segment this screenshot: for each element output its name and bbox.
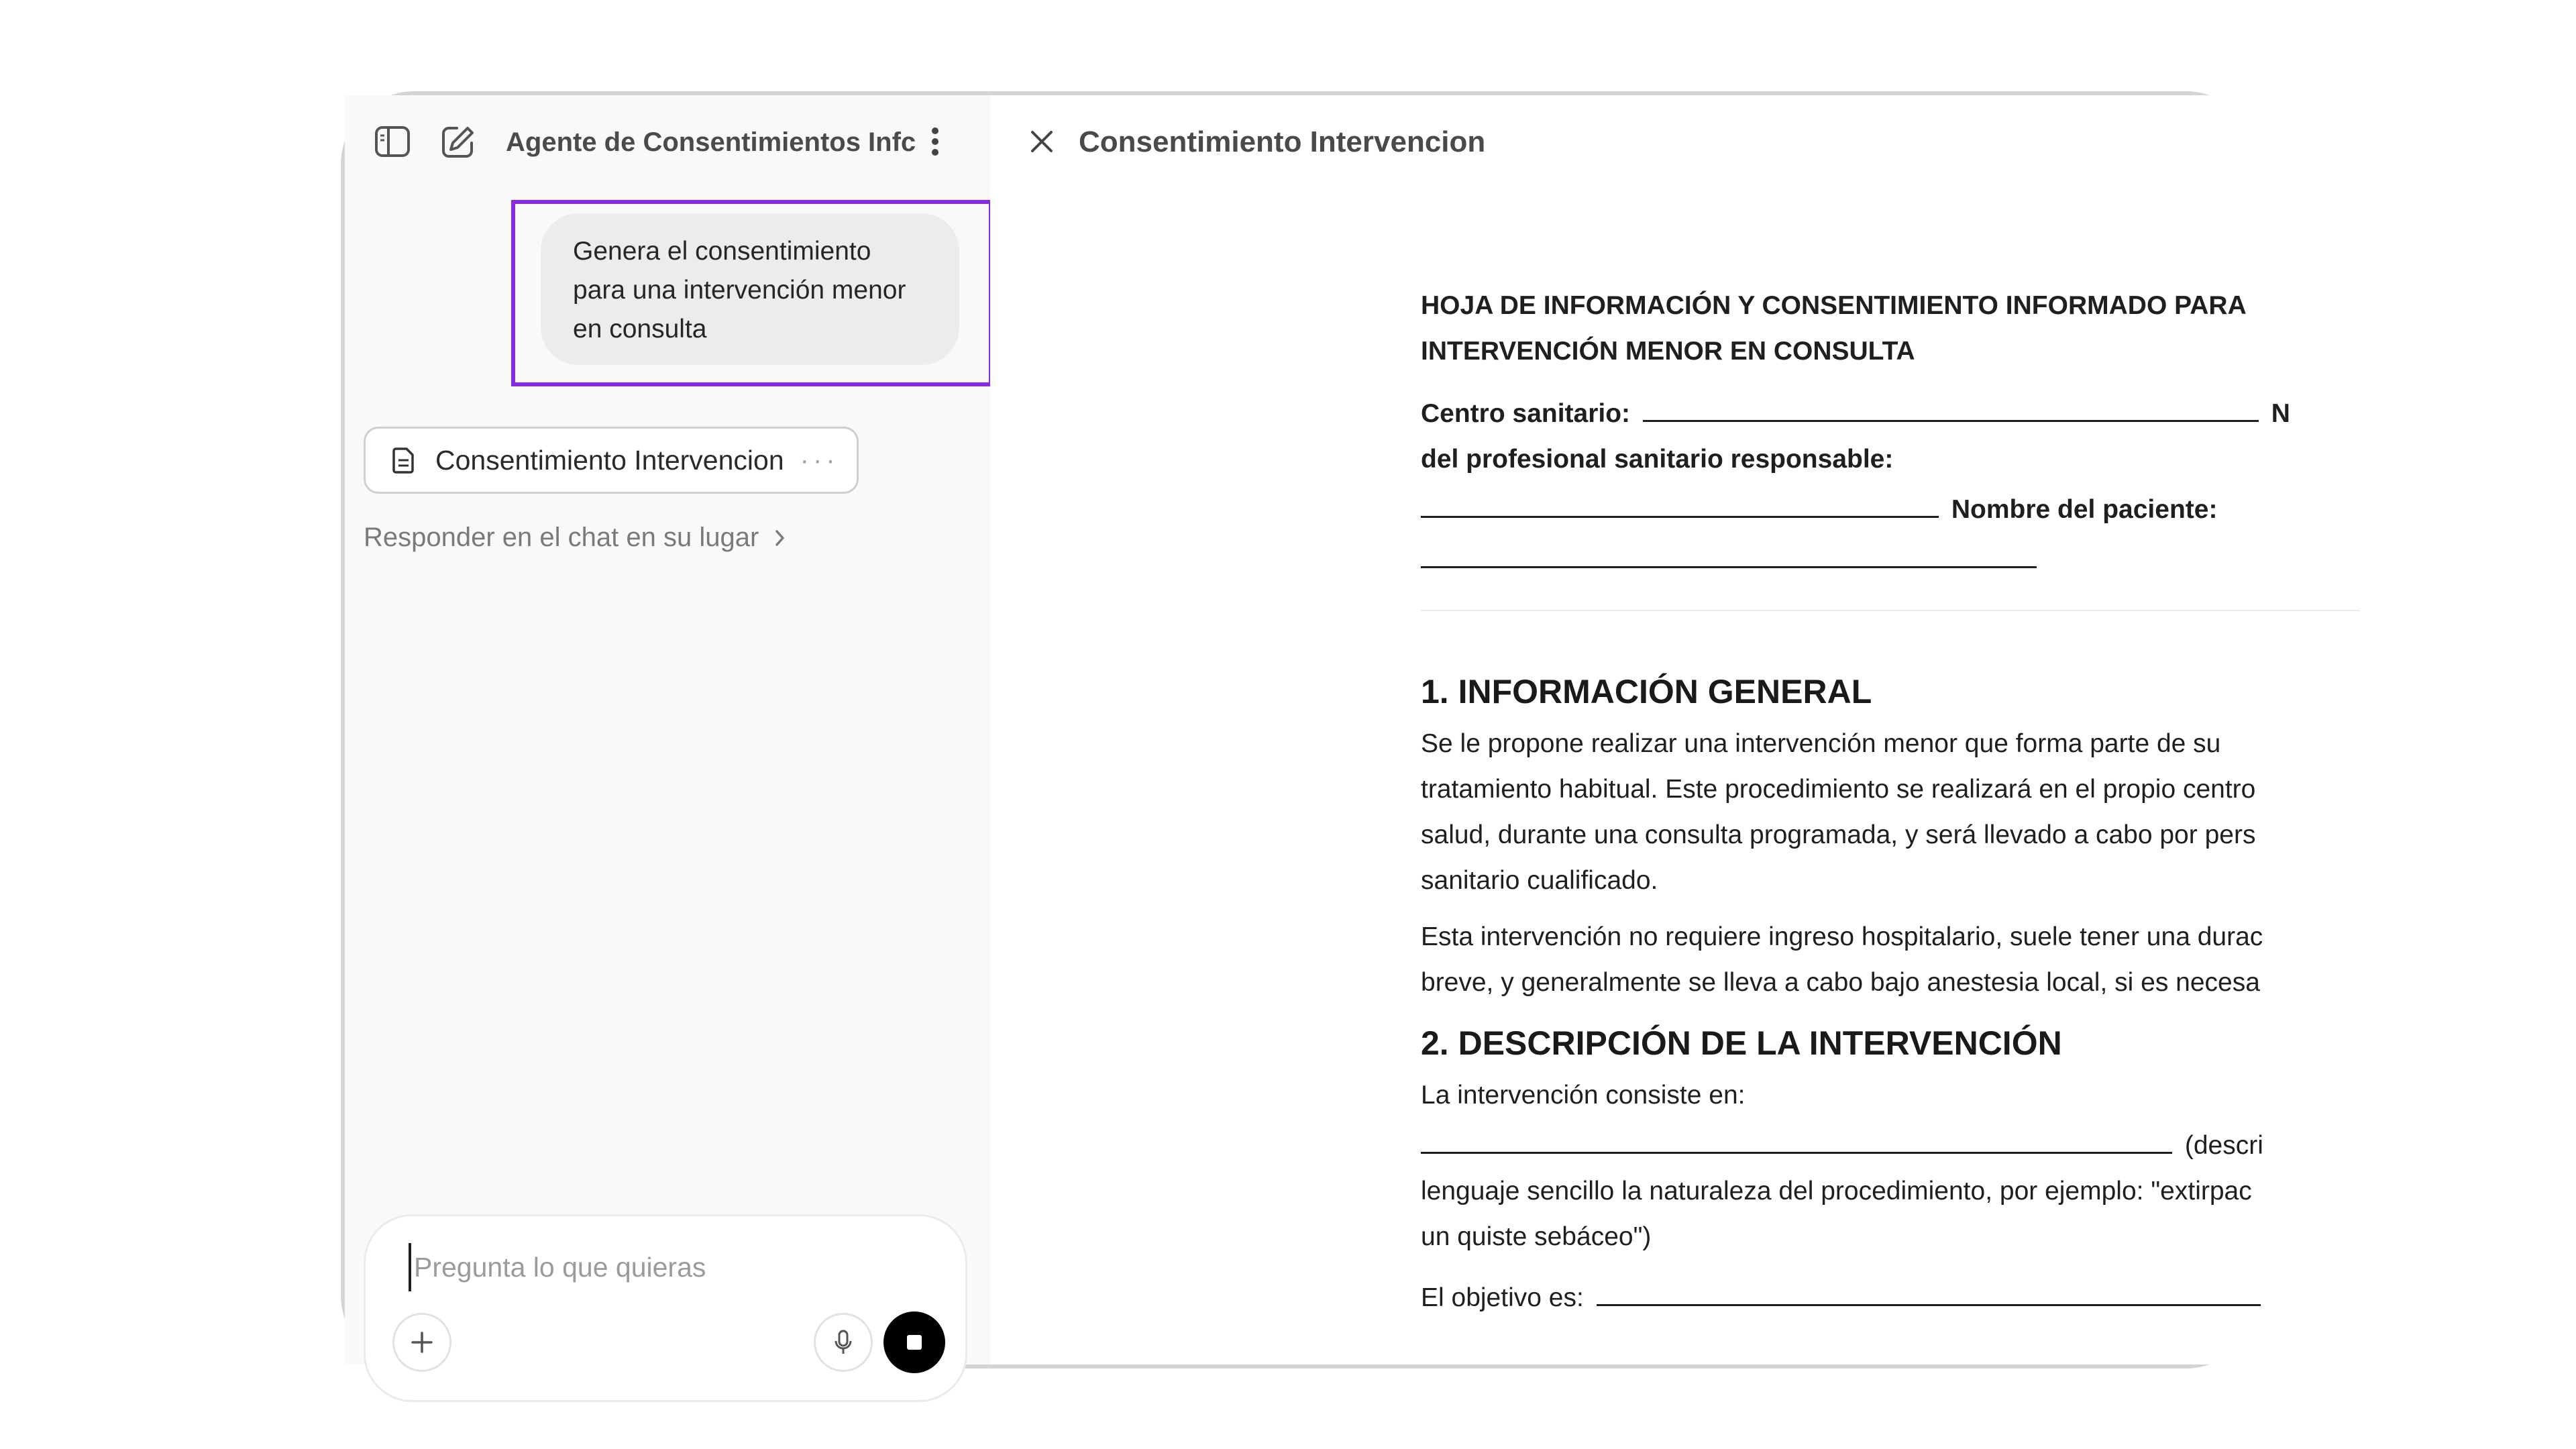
- paragraph-line: Se le propone realizar una intervención menor que forma parte de su: [1421, 729, 2221, 758]
- paciente-field-row: [1421, 482, 2360, 533]
- profesional-blank: [1421, 482, 1939, 518]
- centro-blank: [1643, 386, 2259, 422]
- sidebar-toggle-icon: [374, 125, 411, 158]
- paragraph-line: breve, y generalmente se lleva a cabo bajo anestesia local, si es necesa: [1421, 968, 2260, 997]
- intro-line: La intervención consiste en:: [1421, 1081, 1746, 1110]
- reply-in-chat-label: Responder en el chat en su lugar: [364, 523, 759, 552]
- section-paragraph: [1421, 914, 2360, 1006]
- section-heading: 1. INFORMACIÓN GENERAL: [1421, 673, 1872, 710]
- centro-tail: N: [2271, 399, 2290, 428]
- reply-in-chat-link[interactable]: [364, 514, 788, 561]
- add-attachment-button[interactable]: [392, 1313, 451, 1372]
- voice-input-button[interactable]: [814, 1313, 873, 1372]
- stop-icon: [906, 1334, 923, 1351]
- section-divider: [1421, 610, 2360, 611]
- close-icon: [1028, 128, 1055, 155]
- compose-icon: [441, 124, 476, 159]
- objetivo-label: El objetivo es:: [1421, 1283, 1584, 1312]
- section-paragraph: [1421, 1073, 2360, 1260]
- paragraph-line: salud, durante una consulta programada, y será llevado a cabo por pers: [1421, 820, 2256, 849]
- paciente-label: Nombre del paciente:: [1951, 495, 2218, 524]
- paragraph-line: Esta intervención no requiere ingreso hospitalario, suele tener una durac: [1421, 922, 2263, 951]
- stop-generation-button[interactable]: [883, 1311, 945, 1373]
- paciente-blank: [1421, 533, 2037, 568]
- microphone-icon: [833, 1329, 853, 1356]
- chevron-right-icon: [773, 528, 788, 548]
- description-blank: [1421, 1118, 2172, 1154]
- close-document-button[interactable]: [1020, 119, 1064, 164]
- artifact-card[interactable]: [364, 427, 859, 494]
- document-body: [1421, 283, 2360, 1332]
- document-title: HOJA DE INFORMACIÓN Y CONSENTIMIENTO INFORMADO PARA INTERVENCIÓN MENOR EN CONSULTA: [1421, 291, 2246, 366]
- plus-icon: [410, 1330, 434, 1354]
- chat-sidebar: [345, 95, 990, 1364]
- centro-field-row: [1421, 386, 2360, 437]
- paragraph-line: lenguaje sencillo la naturaleza del procedimiento, por ejemplo: "extirpac: [1421, 1177, 2252, 1205]
- profesional-label: del profesional sanitario responsable:: [1421, 445, 1894, 474]
- document-panel: [990, 95, 2290, 1364]
- paciente-blank-row: [1421, 533, 2360, 583]
- section-heading: 2. DESCRIPCIÓN DE LA INTERVENCIÓN: [1421, 1024, 2062, 1062]
- paragraph-line: sanitario cualificado.: [1421, 866, 1658, 895]
- sidebar-toggle-button[interactable]: [369, 118, 416, 165]
- prompt-highlight-box: [511, 200, 993, 386]
- section-paragraph: [1421, 721, 2360, 904]
- chat-input[interactable]: [409, 1243, 925, 1291]
- paragraph-line: un quiste sebáceo"): [1421, 1222, 1652, 1251]
- paragraph-line: tratamiento habitual. Este procedimiento se realizará en el propio centro: [1421, 775, 2256, 804]
- new-chat-button[interactable]: [435, 118, 482, 165]
- more-options-button[interactable]: [915, 118, 955, 165]
- document-header-title: Consentimiento Intervencion: [1079, 125, 1486, 158]
- objetivo-blank: [1597, 1271, 2261, 1306]
- description-tail: (descri: [2184, 1131, 2263, 1160]
- objective-row: [1421, 1271, 2360, 1321]
- artifact-card-label: Consentimiento Intervencion: [435, 444, 784, 476]
- more-vertical-icon: [930, 127, 940, 156]
- artifact-loading-dots: ···: [800, 445, 839, 475]
- chat-composer: [364, 1214, 967, 1402]
- app-window: [341, 91, 2290, 1368]
- profesional-field-row: [1421, 437, 2360, 482]
- assistant-title[interactable]: Agente de Consentimientos Infc: [506, 127, 916, 157]
- centro-label: Centro sanitario:: [1421, 399, 1631, 428]
- user-message-bubble: Genera el consentimiento para una intervención menor en consulta: [541, 213, 959, 365]
- document-icon: [392, 447, 415, 474]
